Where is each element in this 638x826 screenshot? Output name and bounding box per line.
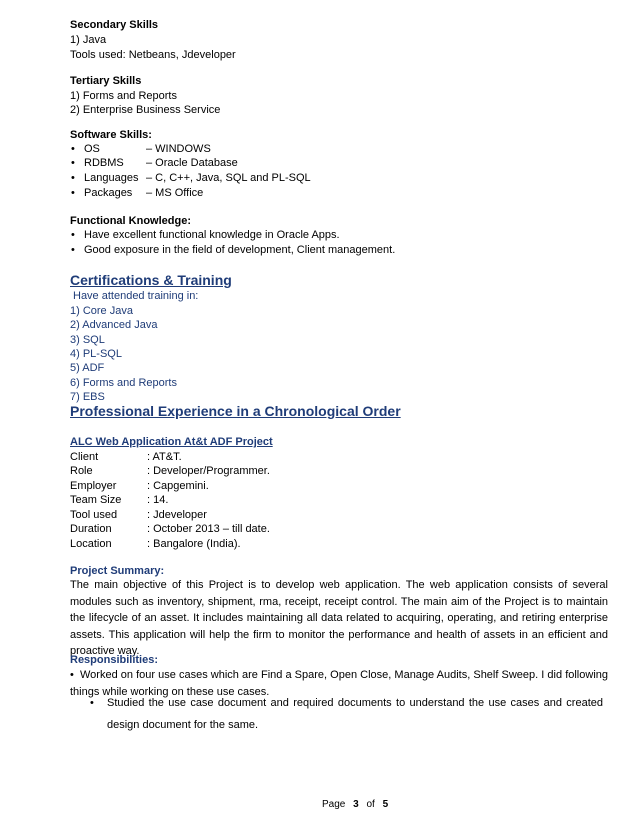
training-item: 1) Core Java bbox=[70, 305, 133, 317]
software-skill-key: • RDBMS bbox=[84, 157, 124, 169]
training-item: 3) SQL bbox=[70, 334, 105, 346]
detail-value: : AT&T. bbox=[147, 451, 182, 463]
tertiary-skills-heading: Tertiary Skills bbox=[70, 75, 142, 87]
project-summary-text: The main objective of this Project is to develop web application. The web application consists of several modules such as inventory, shipment, rma, receipt, receipt control. The main aim of the Project is to maintain the lifecycle of an asset. It includes maintaining all data related to acquiring, operating, and retiring enterprise assets. This application will help the firm to monitor the performance and health of assets in an efficient and proactive way. bbox=[70, 579, 608, 657]
software-skill-key: • Packages bbox=[84, 187, 132, 199]
training-item: 2) Advanced Java bbox=[70, 319, 158, 331]
of-label: of bbox=[366, 799, 375, 810]
tertiary-skill-item: 2) Enterprise Business Service bbox=[70, 104, 221, 116]
detail-label: Location bbox=[70, 538, 112, 550]
certifications-heading: Certifications & Training bbox=[70, 272, 232, 288]
page-number: 3 bbox=[353, 799, 359, 810]
training-item: 6) Forms and Reports bbox=[70, 377, 177, 389]
functional-knowledge-heading: Functional Knowledge: bbox=[70, 215, 191, 227]
software-skill-key: • OS bbox=[84, 143, 100, 155]
software-skill-value: – Oracle Database bbox=[146, 157, 238, 169]
page-footer bbox=[322, 799, 388, 810]
detail-value: : Jdeveloper bbox=[147, 509, 207, 521]
secondary-tools: Tools used: Netbeans, Jdeveloper bbox=[70, 49, 236, 61]
project-summary-heading: Project Summary: bbox=[70, 565, 165, 577]
certifications-intro: Have attended training in: bbox=[73, 290, 199, 302]
software-skill-value: – WINDOWS bbox=[146, 143, 211, 155]
experience-heading: Professional Experience in a Chronological Order bbox=[70, 403, 401, 419]
detail-label: Duration bbox=[70, 523, 112, 535]
responsibilities-heading: Responsibilities: bbox=[70, 654, 159, 666]
tertiary-skill-item: 1) Forms and Reports bbox=[70, 90, 177, 102]
functional-item: • Have excellent functional knowledge in Oracle Apps. bbox=[84, 229, 340, 241]
detail-value: : Capgemini. bbox=[147, 480, 209, 492]
training-item: 5) ADF bbox=[70, 362, 105, 374]
responsibility-item-text: Worked on four use cases which are Find a Spare, Open Close, Manage Audits, Shelf Sweep. I did following things while working on these use cases. bbox=[70, 669, 608, 698]
detail-label: Client bbox=[70, 451, 99, 463]
detail-label: Role bbox=[70, 465, 93, 477]
functional-item: • Good exposure in the field of development, Client management. bbox=[84, 244, 395, 256]
secondary-skills-heading: Secondary Skills bbox=[70, 19, 159, 31]
project-title: ALC Web Application At&t ADF Project bbox=[70, 436, 273, 448]
detail-value: : 14. bbox=[147, 494, 169, 506]
detail-value: : October 2013 – till date. bbox=[147, 523, 270, 535]
page-label: Page bbox=[322, 799, 346, 810]
detail-label: Employer bbox=[70, 480, 117, 492]
detail-value: : Bangalore (India). bbox=[147, 538, 241, 550]
responsibility-item: • Worked on four use cases which are Find a Spare, Open Close, Manage Audits, Shelf Sweep. I did following things while working on these use cases. bbox=[70, 669, 608, 698]
training-item: 7) EBS bbox=[70, 391, 105, 403]
software-skill-value: – C, C++, Java, SQL and PL-SQL bbox=[146, 172, 311, 184]
software-skills-heading: Software Skills: bbox=[70, 129, 152, 141]
detail-label: Tool used bbox=[70, 509, 118, 521]
detail-label: Team Size bbox=[70, 494, 122, 506]
software-skill-value: – MS Office bbox=[146, 187, 204, 199]
detail-value: : Developer/Programmer. bbox=[147, 465, 270, 477]
software-skill-key: • Languages bbox=[84, 172, 138, 184]
page-total: 5 bbox=[382, 799, 389, 810]
training-item: 4) PL-SQL bbox=[70, 348, 122, 360]
responsibility-subitem: Studied the use case document and required documents to understand the use cases and created design document for the same. bbox=[107, 697, 603, 731]
secondary-skill-item: 1) Java bbox=[70, 34, 107, 46]
bullet-icon: • bbox=[90, 697, 94, 709]
